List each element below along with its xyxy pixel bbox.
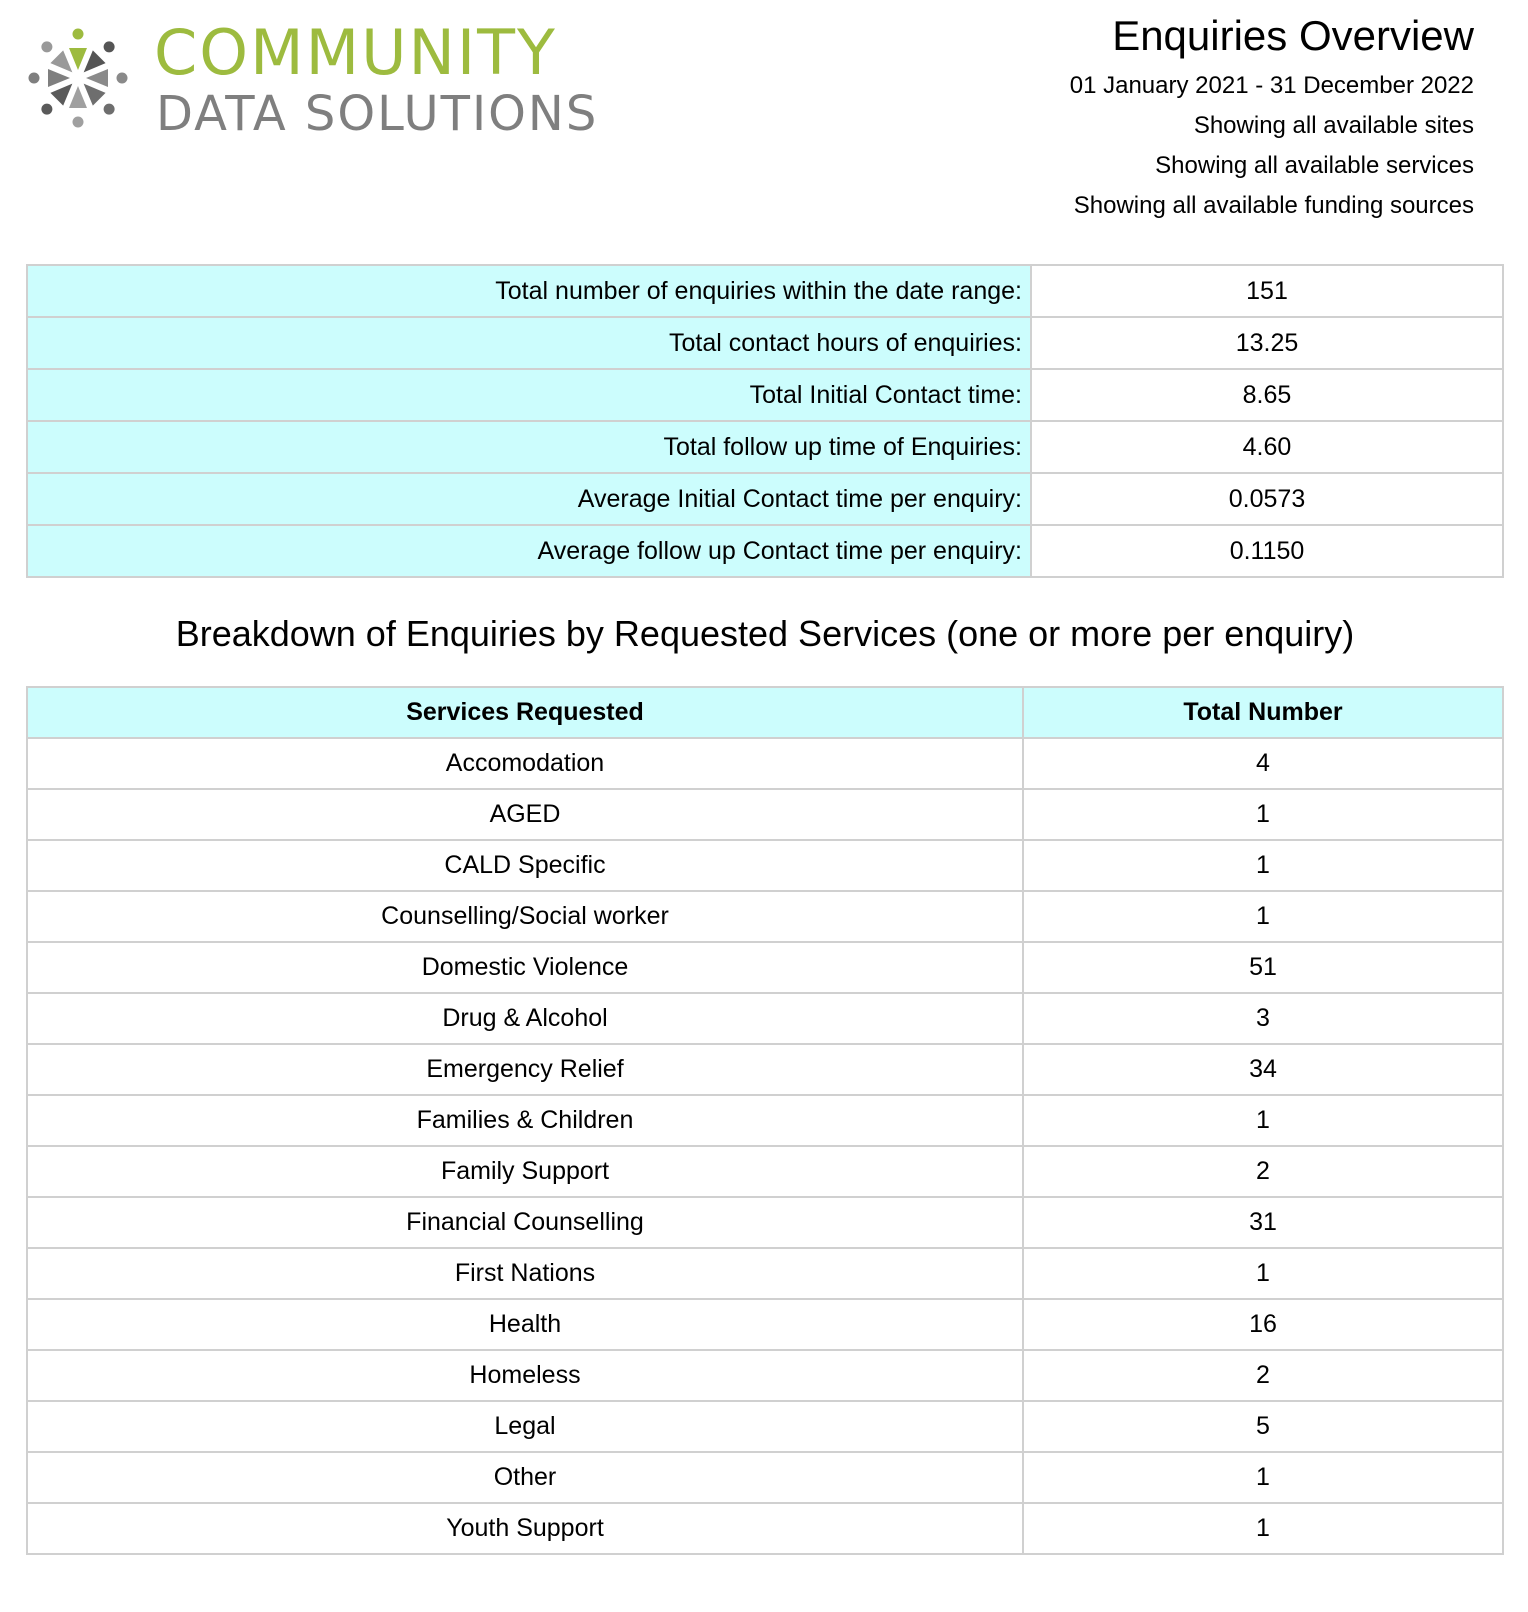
summary-label: Total follow up time of Enquiries: (27, 421, 1031, 473)
service-total-cell: 1 (1023, 891, 1503, 942)
funding-filter-text: Showing all available funding sources (1073, 192, 1474, 219)
table-row (27, 993, 1503, 1044)
logo-wordmark-line2: DATA SOLUTIONS (156, 86, 599, 142)
service-total-cell: 51 (1023, 942, 1503, 993)
summary-row (27, 525, 1503, 577)
service-total-cell: 31 (1023, 1197, 1503, 1248)
service-name-cell: Legal (27, 1401, 1023, 1452)
summary-row (27, 421, 1503, 473)
table-row (27, 789, 1503, 840)
company-logo (26, 16, 599, 146)
logo-figures-icon (26, 20, 136, 140)
service-total-cell: 34 (1023, 1044, 1503, 1095)
service-total-cell: 1 (1023, 1248, 1503, 1299)
service-total-cell: 5 (1023, 1401, 1503, 1452)
summary-table (26, 264, 1504, 578)
service-name-cell: Families & Children (27, 1095, 1023, 1146)
summary-row (27, 317, 1503, 369)
service-name-cell: Accomodation (27, 738, 1023, 789)
summary-label: Total contact hours of enquiries: (27, 317, 1031, 369)
service-total-cell: 2 (1023, 1350, 1503, 1401)
table-row (27, 942, 1503, 993)
service-total-cell: 1 (1023, 1503, 1503, 1554)
report-header (1070, 8, 1474, 226)
sites-filter-text: Showing all available sites (1193, 112, 1474, 139)
summary-row (27, 473, 1503, 525)
service-name-cell: Financial Counselling (27, 1197, 1023, 1248)
table-row (27, 1095, 1503, 1146)
summary-value: 0.0573 (1031, 473, 1503, 525)
logo-wordmark-line1: COMMUNITY (154, 16, 557, 89)
table-row (27, 1197, 1503, 1248)
column-header-services: Services Requested (27, 687, 1023, 738)
service-total-cell: 1 (1023, 789, 1503, 840)
table-row (27, 1248, 1503, 1299)
summary-label: Total number of enquiries within the date range: (27, 265, 1031, 317)
service-total-cell: 1 (1023, 840, 1503, 891)
service-name-cell: First Nations (27, 1248, 1023, 1299)
table-row (27, 840, 1503, 891)
table-row (27, 1044, 1503, 1095)
column-header-total: Total Number (1023, 687, 1503, 738)
service-total-cell: 2 (1023, 1146, 1503, 1197)
service-name-cell: Domestic Violence (27, 942, 1023, 993)
table-row (27, 738, 1503, 789)
service-name-cell: Family Support (27, 1146, 1023, 1197)
breakdown-title: Breakdown of Enquiries by Requested Services (one or more per enquiry) (175, 613, 1355, 654)
summary-label: Average follow up Contact time per enquiry: (27, 525, 1031, 577)
service-name-cell: Counselling/Social worker (27, 891, 1023, 942)
summary-row (27, 265, 1503, 317)
summary-label: Total Initial Contact time: (27, 369, 1031, 421)
table-row (27, 891, 1503, 942)
report-title: Enquiries Overview (1112, 12, 1474, 59)
summary-label: Average Initial Contact time per enquiry: (27, 473, 1031, 525)
service-name-cell: Other (27, 1452, 1023, 1503)
summary-value: 4.60 (1031, 421, 1503, 473)
table-row (27, 1146, 1503, 1197)
service-name-cell: AGED (27, 789, 1023, 840)
breakdown-header-row (27, 687, 1503, 738)
service-name-cell: Emergency Relief (27, 1044, 1023, 1095)
table-row (27, 1452, 1503, 1503)
summary-value: 8.65 (1031, 369, 1503, 421)
service-name-cell: Drug & Alcohol (27, 993, 1023, 1044)
service-total-cell: 16 (1023, 1299, 1503, 1350)
table-row (27, 1401, 1503, 1452)
service-total-cell: 3 (1023, 993, 1503, 1044)
breakdown-table (26, 686, 1504, 1555)
date-range: 01 January 2021 - 31 December 2022 (1069, 72, 1474, 99)
service-total-cell: 1 (1023, 1095, 1503, 1146)
service-name-cell: CALD Specific (27, 840, 1023, 891)
service-name-cell: Homeless (27, 1350, 1023, 1401)
services-filter-text: Showing all available services (1155, 152, 1474, 179)
summary-value: 151 (1031, 265, 1503, 317)
service-name-cell: Health (27, 1299, 1023, 1350)
service-total-cell: 1 (1023, 1452, 1503, 1503)
summary-value: 13.25 (1031, 317, 1503, 369)
summary-row (27, 369, 1503, 421)
table-row (27, 1299, 1503, 1350)
service-total-cell: 4 (1023, 738, 1503, 789)
table-row (27, 1350, 1503, 1401)
service-name-cell: Youth Support (27, 1503, 1023, 1554)
summary-value: 0.1150 (1031, 525, 1503, 577)
table-row (27, 1503, 1503, 1554)
